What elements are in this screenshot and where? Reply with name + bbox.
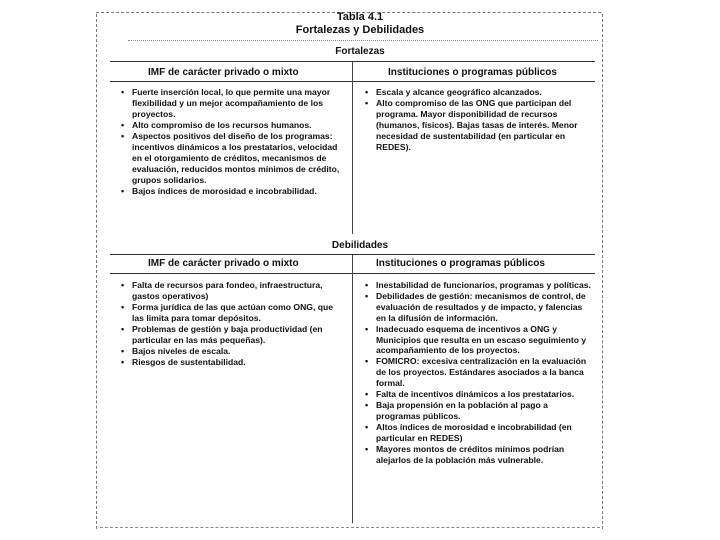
- list-item: • Forma jurídica de las que actúan como ONG, que las limita para tomar depósitos.: [120, 302, 345, 324]
- list-item: • Falta de recursos para fondeo, infraestructura, gastos operativos): [120, 280, 345, 302]
- weaknesses-column-divider: [352, 255, 353, 523]
- list-item: • Inestabilidad de funcionarios, programas y políticas.: [364, 280, 594, 291]
- list-item: • Bajos índices de morosidad e incobrabilidad.: [120, 186, 345, 197]
- page-border-inner: [128, 40, 598, 41]
- table-subtitle: Fortalezas y Debilidades: [295, 24, 425, 36]
- list-item: • Escala y alcance geográfico alcanzados.: [364, 87, 594, 98]
- strengths-left-list: [120, 87, 345, 197]
- list-item: • Fuerte inserción local, lo que permite una mayor flexibilidad y un mejor acompañamiento de los proyectos.: [120, 87, 345, 120]
- page-border-bottom: [100, 527, 600, 528]
- list-item: • Altos índices de morosidad e incobrabilidad (en particular en REDES): [364, 422, 594, 444]
- list-item: • Falta de incentivos dinámicos a los prestatarios.: [364, 389, 594, 400]
- list-item: • Aspectos positivos del diseño de los programas: incentivos dinámicos a los prestatarios, velocidad en el otorgamiento de créditos, mecanismos de evaluación, reducidos montos mínimos de crédito, grupos solidarios.: [120, 131, 345, 186]
- list-item: • Inadecuado esquema de incentivos a ONG y Municipios que resulta en un escaso seguimiento y acompañamiento de los proyectos.: [364, 324, 594, 357]
- strengths-right-list: [364, 87, 594, 153]
- weaknesses-right-header: Instituciones o programas públicos: [376, 258, 545, 269]
- list-item: • Alto compromiso de las ONG que participan del programa. Mayor disponibilidad de recursos (humanos, físicos). Bajas tasas de interés. Menor necesidad de sustentabilidad (en particular en REDES).: [364, 98, 594, 153]
- page-border-right: [602, 14, 603, 529]
- weaknesses-left-header: IMF de carácter privado o mixto: [148, 258, 299, 269]
- list-item: • Baja propensión en la población al pago a programas públicos.: [364, 400, 594, 422]
- weaknesses-left-list: [120, 280, 345, 368]
- page-border-left: [96, 14, 97, 529]
- weaknesses-right-list: [364, 280, 594, 465]
- strengths-column-divider: [352, 62, 353, 234]
- weaknesses-heading: Debilidades: [331, 240, 389, 251]
- list-item: • Problemas de gestión y baja productividad (en particular en las más pequeñas).: [120, 324, 345, 346]
- strengths-heading: Fortalezas: [335, 46, 385, 57]
- list-item: • Alto compromiso de los recursos humanos.: [120, 120, 345, 131]
- table-title: Tabla 4.1: [336, 11, 384, 23]
- list-item: • Mayores montos de créditos mínimos podrían alejarlos de la población más vulnerable.: [364, 444, 594, 466]
- strengths-right-header: Instituciones o programas públicos: [388, 67, 557, 78]
- list-item: • Riesgos de sustentabilidad.: [120, 357, 345, 368]
- list-item: • Bajos niveles de escala.: [120, 346, 345, 357]
- list-item: • FOMICRO: excesiva centralización en la evaluación de los proyectos. Estándares asociados a la banca formal.: [364, 356, 594, 389]
- table-title-block: [0, 11, 720, 37]
- list-item: • Debilidades de gestión: mecanismos de control, de evaluación de resultados y de impacto, y falencias en la difusión de información.: [364, 291, 594, 324]
- strengths-left-header: IMF de carácter privado o mixto: [148, 67, 299, 78]
